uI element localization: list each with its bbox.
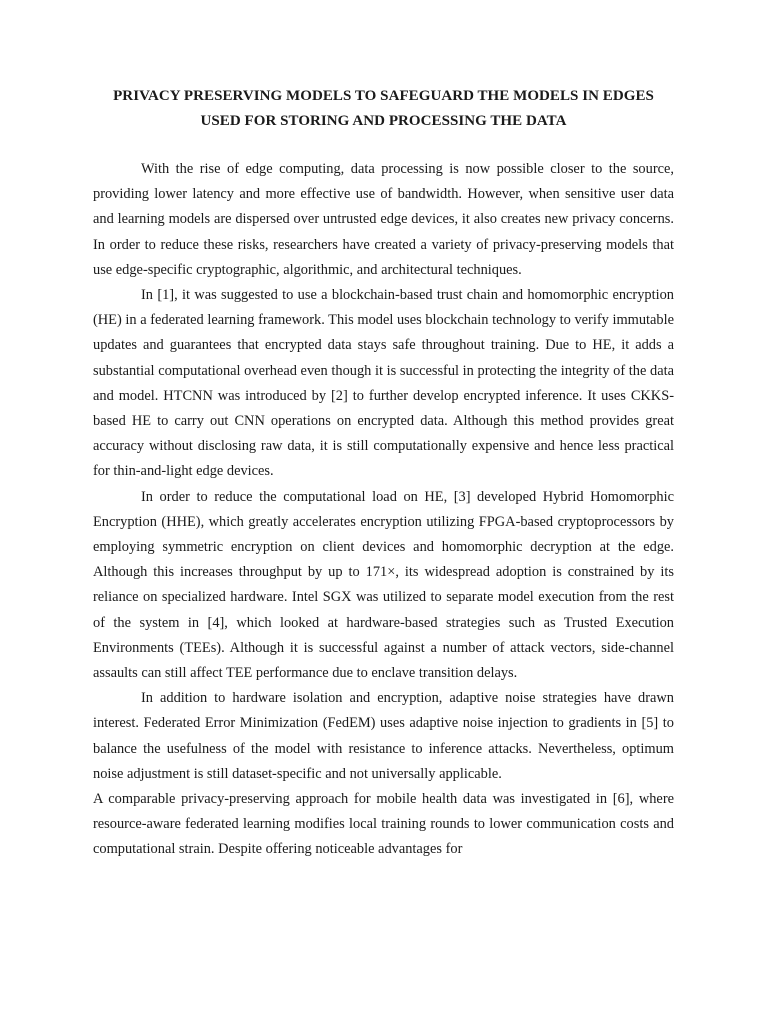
document-title xyxy=(93,84,674,134)
document-page xyxy=(93,84,674,863)
paragraph-mobile-health: A comparable privacy-preserving approach for mobile health data was investigated in [6], where resource-aware federated learning modifies local training rounds to lower communication costs and computational strain. Despite offering noticeable advantages for xyxy=(93,791,674,858)
paragraph-adaptive-noise: In addition to hardware isolation and encryption, adaptive noise strategies have drawn interest. Federated Error Minimization (FedEM) uses adaptive noise injection to gradients in [5] to balance the usefulness of the model with resistance to inference attacks. Nevertheless, optimum noise adjustment is still dataset-specific and not universally applicable. xyxy=(93,690,674,782)
title-line-2: USED FOR STORING AND PROCESSING THE DATA xyxy=(200,113,567,129)
paragraph-intro: With the rise of edge computing, data processing is now possible closer to the source, providing lower latency and more effective use of bandwidth. However, when sensitive user data and learning models are dispersed over untrusted edge devices, it also creates new privacy concerns. In order to reduce these risks, researchers have created a variety of privacy-preserving models that use edge-specific cryptographic, algorithmic, and architectural techniques. xyxy=(93,161,674,278)
paragraph-hybrid-he: In order to reduce the computational load on HE, [3] developed Hybrid Homomorphic Encryption (HHE), which greatly accelerates encryption utilizing FPGA-based cryptoprocessors by employing symmetric encryption on client devices and homomorphic decryption at the edge. Although this increases throughput by up to 171×, its widespread adoption is constrained by its reliance on specialized hardware. Intel SGX was utilized to separate model execution from the rest of the system in [4], which looked at hardware-based strategies such as Trusted Execution Environments (TEEs). Although it is successful against a number of attack vectors, side-channel assaults can still affect TEE performance due to enclave transition delays. xyxy=(93,488,674,682)
paragraph-blockchain-he: In [1], it was suggested to use a blockchain-based trust chain and homomorphic encryption (HE) in a federated learning framework. This model uses blockchain technology to verify immutable updates and guarantees that encrypted data stays safe throughout training. Due to HE, it adds a substantial computational overhead even though it is successful in protecting the integrity of the data and model. HTCNN was introduced by [2] to further develop encrypted inference. It uses CKKS-based HE to carry out CNN operations on encrypted data. Although this method provides great accuracy without disclosing raw data, it is still computationally expensive and hence less practical for thin-and-light edge devices. xyxy=(93,287,674,480)
title-line-1: PRIVACY PRESERVING MODELS TO SAFEGUARD THE MODELS IN EDGES xyxy=(113,88,654,104)
